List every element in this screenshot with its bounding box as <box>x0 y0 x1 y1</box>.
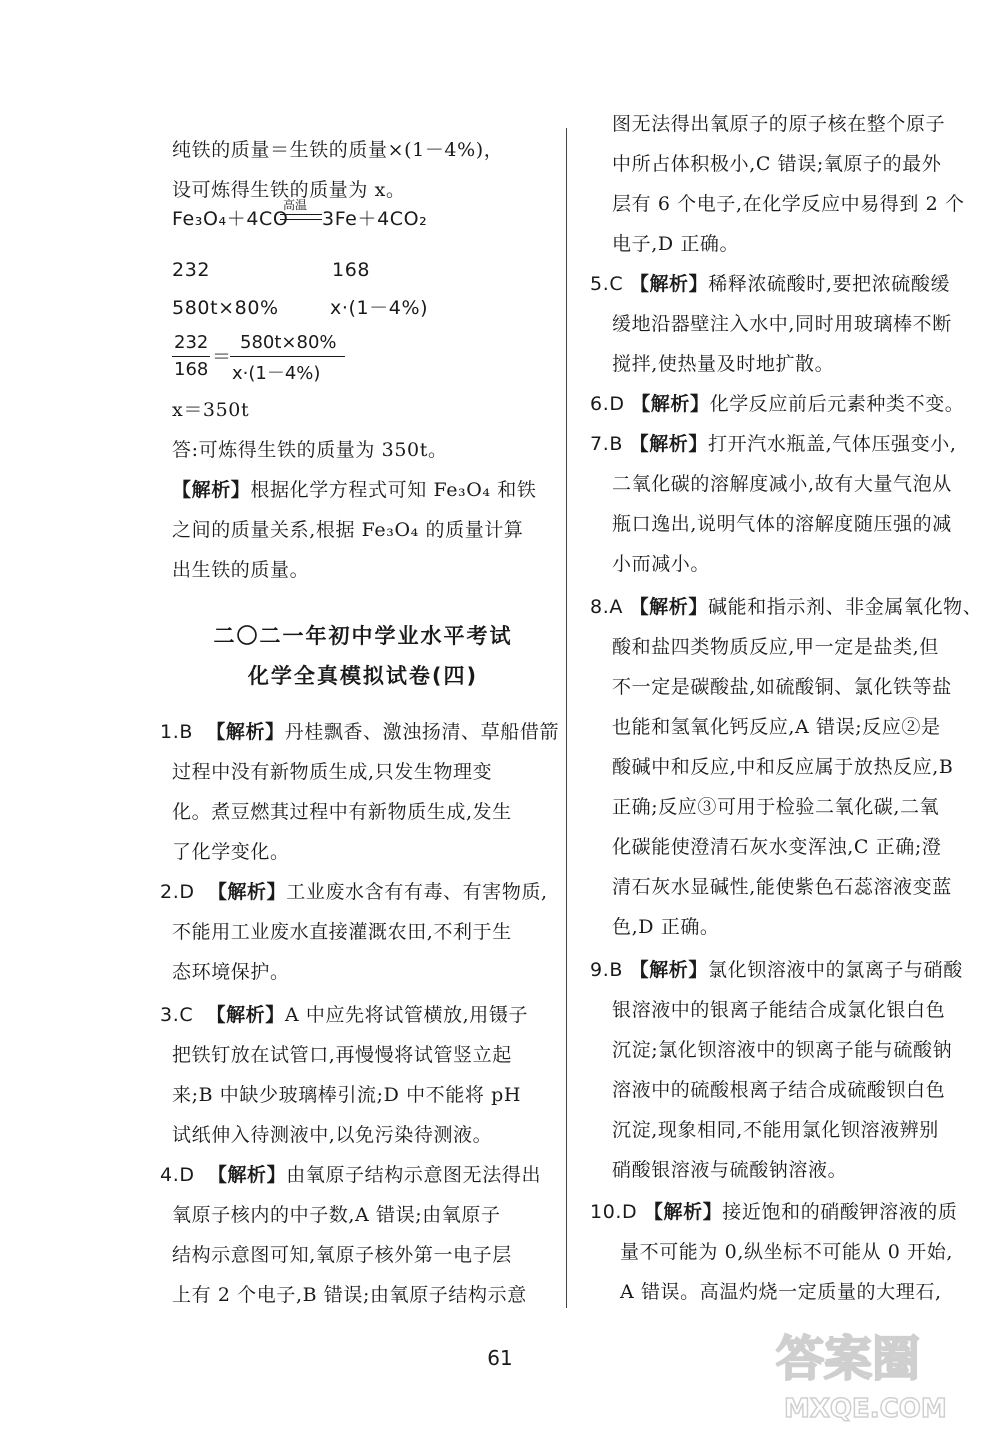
text-line: 也能和氢氧化钙反应,A 错误;反应②是 <box>612 716 941 738</box>
text-line: 酸和盐四类物质反应,甲一定是盐类,但 <box>612 636 939 658</box>
answer-item-7: 7.B 【解析】打开汽水瓶盖,气体压强变小, <box>590 433 957 455</box>
fraction-numerator: 232 <box>174 332 209 353</box>
text-line: 上有 2 个电子,B 错误;由氧原子结构示意 <box>172 1284 527 1306</box>
text-line: 清石灰水显碱性,能使紫色石蕊溶液变蓝 <box>612 876 952 898</box>
text-line: 正确;反应③可用于检验二氧化碳,二氧 <box>612 796 940 818</box>
text-line: 图无法得出氧原子的原子核在整个原子 <box>612 113 946 135</box>
text-line: 化。煮豆燃萁过程中有新物质生成,发生 <box>172 801 512 823</box>
text-line: 过程中没有新物质生成,只发生物理变 <box>172 761 493 783</box>
text-line: A 错误。高温灼烧一定质量的大理石, <box>620 1281 942 1303</box>
text-line: 态环境保护。 <box>172 961 290 983</box>
equals-sign: ＝ <box>212 346 232 368</box>
text-line: 瓶口逸出,说明气体的溶解度随压强的减 <box>612 513 952 535</box>
analysis-line: 【解析】根据化学方程式可知 Fe₃O₄ 和铁 <box>172 479 537 501</box>
text-line: 二氧化碳的溶解度减小,故有大量气泡从 <box>612 473 952 495</box>
section-subtitle: 化学全真模拟试卷(四) <box>247 664 479 688</box>
text-line: 结构示意图可知,氧原子核外第一电子层 <box>172 1244 512 1266</box>
answer-item-8: 8.A 【解析】碱能和指示剂、非金属氧化物、 <box>590 596 983 618</box>
section-title: 二〇二一年初中学业水平考试 <box>213 624 513 648</box>
answer-item-2: 2.D 【解析】工业废水含有有毒、有害物质, <box>160 881 548 903</box>
mass-given-a: 580t×80% <box>172 297 279 319</box>
answer-item-4: 4.D 【解析】由氧原子结构示意图无法得出 <box>160 1164 542 1186</box>
answer-item-9: 9.B 【解析】氯化钡溶液中的氯离子与硝酸 <box>590 959 963 981</box>
answer-line: 答:可炼得生铁的质量为 350t。 <box>172 439 448 461</box>
analysis-line: 之间的质量关系,根据 Fe₃O₄ 的质量计算 <box>172 519 524 541</box>
equation-left: Fe₃O₄＋4CO <box>172 208 289 230</box>
text-line: 量不可能为 0,纵坐标不可能从 0 开始, <box>620 1241 953 1263</box>
text-line: 中所占体积极小,C 错误;氧原子的最外 <box>612 153 942 175</box>
text-line: 化碳能使澄清石灰水变浑浊,C 正确;澄 <box>612 836 942 858</box>
text-line: 搅拌,使热量及时地扩散。 <box>612 353 835 375</box>
equation-condition: 高温 <box>283 198 308 212</box>
text-line: 设可炼得生铁的质量为 x。 <box>172 179 406 201</box>
watermark-text: 答案圈 <box>776 1331 921 1387</box>
fraction-bar <box>230 356 345 357</box>
text-line: 层有 6 个电子,在化学反应中易得到 2 个 <box>612 193 965 215</box>
text-line: 沉淀;氯化钡溶液中的钡离子能与硫酸钠 <box>612 1039 953 1061</box>
text-line: 来;B 中缺少玻璃棒引流;D 中不能将 pH <box>172 1084 522 1106</box>
text-line: 色,D 正确。 <box>612 916 720 938</box>
text-line: 酸碱中和反应,中和反应属于放热反应,B <box>612 756 954 778</box>
text-line: 小而减小。 <box>612 553 711 575</box>
text-line: 电子,D 正确。 <box>612 233 740 255</box>
equation-equals-sign <box>280 214 322 220</box>
text-line: 不能用工业废水直接灌溉农田,不利于生 <box>172 921 512 943</box>
answer-item-6: 6.D 【解析】化学反应前后元素种类不变。 <box>590 393 965 415</box>
text-line: 沉淀,现象相同,不能用氯化钡溶液辨别 <box>612 1119 939 1141</box>
text-line: 硝酸银溶液与硫酸钠溶液。 <box>612 1159 848 1181</box>
text-line: 银溶液中的银离子能结合成氯化银白色 <box>612 999 946 1021</box>
text-line: 把铁钉放在试管口,再慢慢将试管竖立起 <box>172 1044 512 1066</box>
text-line: 不一定是碳酸盐,如硫酸铜、氯化铁等盐 <box>612 676 952 698</box>
fraction-bar <box>172 356 210 357</box>
analysis-tag: 【解析】 <box>172 479 251 501</box>
fraction-left <box>172 332 212 382</box>
answer-item-5: 5.C 【解析】稀释浓硫酸时,要把浓硫酸缓 <box>590 273 951 295</box>
answer-item-1: 1.B 【解析】丹桂飘香、激浊扬清、草船借箭 <box>160 721 560 743</box>
text-line: 溶液中的硫酸根离子结合成硫酸钡白色 <box>612 1079 946 1101</box>
answer-item-3: 3.C 【解析】A 中应先将试管横放,用镊子 <box>160 1004 529 1026</box>
result-line: x＝350t <box>172 399 250 421</box>
text-line: 氧原子核内的中子数,A 错误;由氧原子 <box>172 1204 501 1226</box>
text-line: 缓地沿器壁注入水中,同时用玻璃棒不断 <box>612 313 952 335</box>
equation-right: 3Fe＋4CO₂ <box>322 208 428 230</box>
text-line: 纯铁的质量＝生铁的质量×(1－4%)， <box>172 139 504 161</box>
watermark-icon <box>756 1309 976 1429</box>
page-number: 61 <box>487 1346 513 1370</box>
analysis-line: 出生铁的质量。 <box>172 559 310 581</box>
fraction-denominator: 168 <box>174 359 209 380</box>
text-line: 了化学变化。 <box>172 841 290 863</box>
fraction-denominator: x·(1－4%) <box>232 363 321 384</box>
fraction-right <box>230 332 350 382</box>
column-divider <box>566 128 567 1308</box>
watermark-url: MXQE.COM <box>784 1394 947 1424</box>
answer-item-10: 10.D 【解析】接近饱和的硝酸钾溶液的质 <box>590 1201 958 1223</box>
mass-ratio-a: 232 <box>172 259 211 281</box>
mass-given-b: x·(1－4%) <box>330 297 429 319</box>
fraction-numerator: 580t×80% <box>240 332 337 353</box>
mass-ratio-b: 168 <box>332 259 371 281</box>
watermark-logo <box>756 1309 976 1429</box>
text-line: 试纸伸入待测液中,以免污染待测液。 <box>172 1124 493 1146</box>
